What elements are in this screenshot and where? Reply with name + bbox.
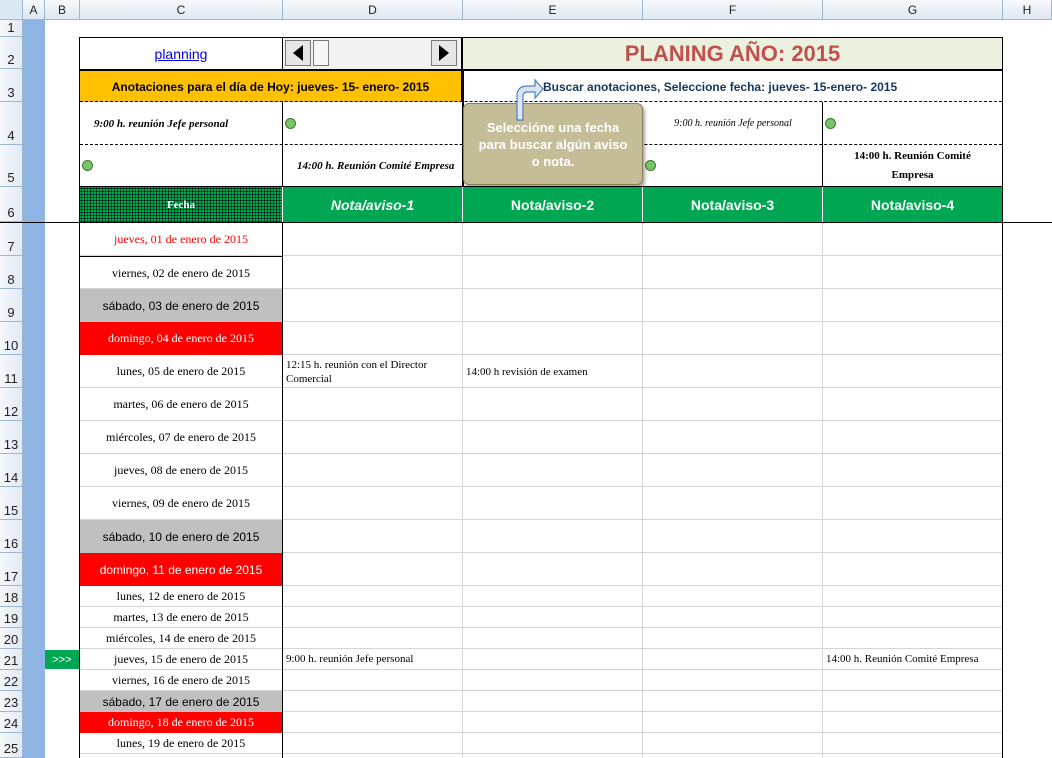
- column-header-f[interactable]: F: [643, 0, 823, 20]
- row-header-24[interactable]: 24: [0, 712, 23, 733]
- row-header-16[interactable]: 16: [0, 520, 23, 553]
- note-cell[interactable]: 14:00 h revisión de examen: [466, 366, 588, 378]
- gridline: [822, 222, 823, 758]
- column-header-d[interactable]: D: [283, 0, 463, 20]
- current-day-marker: >>>: [45, 650, 79, 669]
- column-header-c[interactable]: C: [80, 0, 283, 20]
- row-header-25[interactable]: 25: [0, 733, 23, 758]
- date-cell[interactable]: viernes, 09 de enero de 2015: [112, 496, 250, 510]
- row-header-3[interactable]: 3: [0, 69, 23, 102]
- row-header-18[interactable]: 18: [0, 586, 23, 607]
- row-header-9[interactable]: 9: [0, 289, 23, 322]
- header-fecha-label: Fecha: [166, 198, 196, 211]
- status-dot-icon: [82, 160, 93, 171]
- date-cell[interactable]: jueves, 01 de enero de 2015: [114, 232, 248, 246]
- date-cell[interactable]: jueves, 15 de enero de 2015: [114, 652, 248, 666]
- gridline: [462, 222, 463, 758]
- search-note-1: 9:00 h. reunión Jefe personal: [674, 118, 792, 129]
- column-a-fill: [23, 20, 45, 758]
- date-cell[interactable]: viernes, 02 de enero de 2015: [80, 256, 282, 289]
- row-header-21[interactable]: 21: [0, 649, 23, 670]
- row-header-13[interactable]: 13: [0, 421, 23, 454]
- row-header-20[interactable]: 20: [0, 628, 23, 649]
- row-header-12[interactable]: 12: [0, 388, 23, 421]
- frame-line: [282, 222, 283, 758]
- column-header-a[interactable]: A: [23, 0, 45, 20]
- header-nota-4[interactable]: Nota/aviso-4: [823, 187, 1002, 222]
- date-cell[interactable]: sábado, 17 de enero de 2015: [80, 691, 282, 712]
- today-note-1: 9:00 h. reunión Jefe personal: [94, 117, 229, 130]
- row-header-14[interactable]: 14: [0, 454, 23, 487]
- header-nota-1[interactable]: Nota/aviso-1: [283, 187, 463, 222]
- column-header-b[interactable]: B: [45, 0, 80, 20]
- date-cell[interactable]: martes, 06 de enero de 2015: [113, 397, 249, 411]
- note-cell[interactable]: 14:00 h. Reunión Comité Empresa: [826, 653, 979, 665]
- header-fecha[interactable]: [80, 187, 283, 222]
- row-header-5[interactable]: 5: [0, 145, 23, 187]
- date-cell[interactable]: lunes, 05 de enero de 2015: [116, 364, 246, 378]
- row-header-2[interactable]: 2: [0, 37, 23, 69]
- column-header-h[interactable]: H: [1003, 0, 1052, 20]
- note-cell[interactable]: 9:00 h. reunión Jefe personal: [286, 653, 414, 665]
- row-header-1[interactable]: 1: [0, 20, 23, 37]
- row-header-4[interactable]: 4: [0, 102, 23, 145]
- row-header-8[interactable]: 8: [0, 256, 23, 289]
- column-header-g[interactable]: G: [823, 0, 1003, 20]
- status-dot-icon: [645, 160, 656, 171]
- date-cell[interactable]: miércoles, 14 de enero de 2015: [106, 631, 256, 645]
- planning-link[interactable]: planning: [154, 45, 208, 62]
- date-cell[interactable]: domingo, 11 de enero de 2015: [80, 553, 282, 586]
- row-header-7[interactable]: 7: [0, 222, 23, 256]
- date-cell[interactable]: viernes, 16 de enero de 2015: [112, 673, 250, 687]
- date-scrollbar[interactable]: [283, 38, 463, 69]
- row-header-22[interactable]: 22: [0, 670, 23, 691]
- date-cell[interactable]: sábado, 10 de enero de 2015: [80, 520, 282, 553]
- row-header-23[interactable]: 23: [0, 691, 23, 712]
- header-nota-2[interactable]: Nota/aviso-2: [463, 187, 643, 222]
- date-cell[interactable]: lunes, 19 de enero de 2015: [116, 736, 246, 750]
- row-header-6[interactable]: 6: [0, 187, 23, 222]
- select-all-corner[interactable]: [0, 0, 23, 20]
- date-cell[interactable]: domingo, 18 de enero de 2015: [80, 712, 282, 733]
- gridline: [642, 222, 643, 758]
- date-cell[interactable]: miércoles, 07 de enero de 2015: [106, 430, 256, 444]
- row-header-17[interactable]: 17: [0, 553, 23, 586]
- note-cell[interactable]: 12:15 h. reunión con el Director Comercial: [286, 359, 428, 385]
- header-nota-3[interactable]: Nota/aviso-3: [643, 187, 823, 222]
- today-note-2: 14:00 h. Reunión Comité Empresa: [297, 159, 455, 172]
- callout-text: Seleccióne una fecha para buscar algún aviso o nota.: [478, 119, 628, 169]
- planning-title: PLANING AÑO: 2015: [624, 40, 841, 66]
- frame-line: [1002, 37, 1003, 758]
- search-note-2: 14:00 h. Reunión Comité Empresa: [854, 150, 971, 181]
- row-header-10[interactable]: 10: [0, 322, 23, 355]
- callout-tooltip: [463, 103, 643, 185]
- row-header-19[interactable]: 19: [0, 607, 23, 628]
- date-cell[interactable]: jueves, 08 de enero de 2015: [114, 463, 248, 477]
- scroll-left-button[interactable]: [285, 40, 311, 66]
- status-dot-icon: [825, 118, 836, 129]
- scroll-right-button[interactable]: [431, 40, 457, 66]
- today-annotations-label: Anotaciones para el día de Hoy: jueves- 15- enero- 2015: [111, 79, 430, 94]
- row-header-15[interactable]: 15: [0, 487, 23, 520]
- date-cell[interactable]: sábado, 03 de enero de 2015: [80, 289, 282, 322]
- status-dot-icon: [285, 118, 296, 129]
- date-cell[interactable]: lunes, 12 de enero de 2015: [116, 589, 246, 603]
- arrow-left-icon: [293, 45, 303, 61]
- arrow-right-icon: [439, 45, 449, 61]
- search-annotations-label: Buscar anotaciones, Seleccione fecha: jueves- 15-enero- 2015: [543, 79, 898, 94]
- curved-arrow-icon: [509, 76, 545, 122]
- date-cell[interactable]: martes, 13 de enero de 2015: [113, 610, 249, 624]
- scroll-thumb[interactable]: [313, 40, 329, 66]
- date-cell[interactable]: domingo, 04 de enero de 2015: [80, 322, 282, 355]
- column-header-e[interactable]: E: [463, 0, 643, 20]
- row-header-11[interactable]: 11: [0, 355, 23, 388]
